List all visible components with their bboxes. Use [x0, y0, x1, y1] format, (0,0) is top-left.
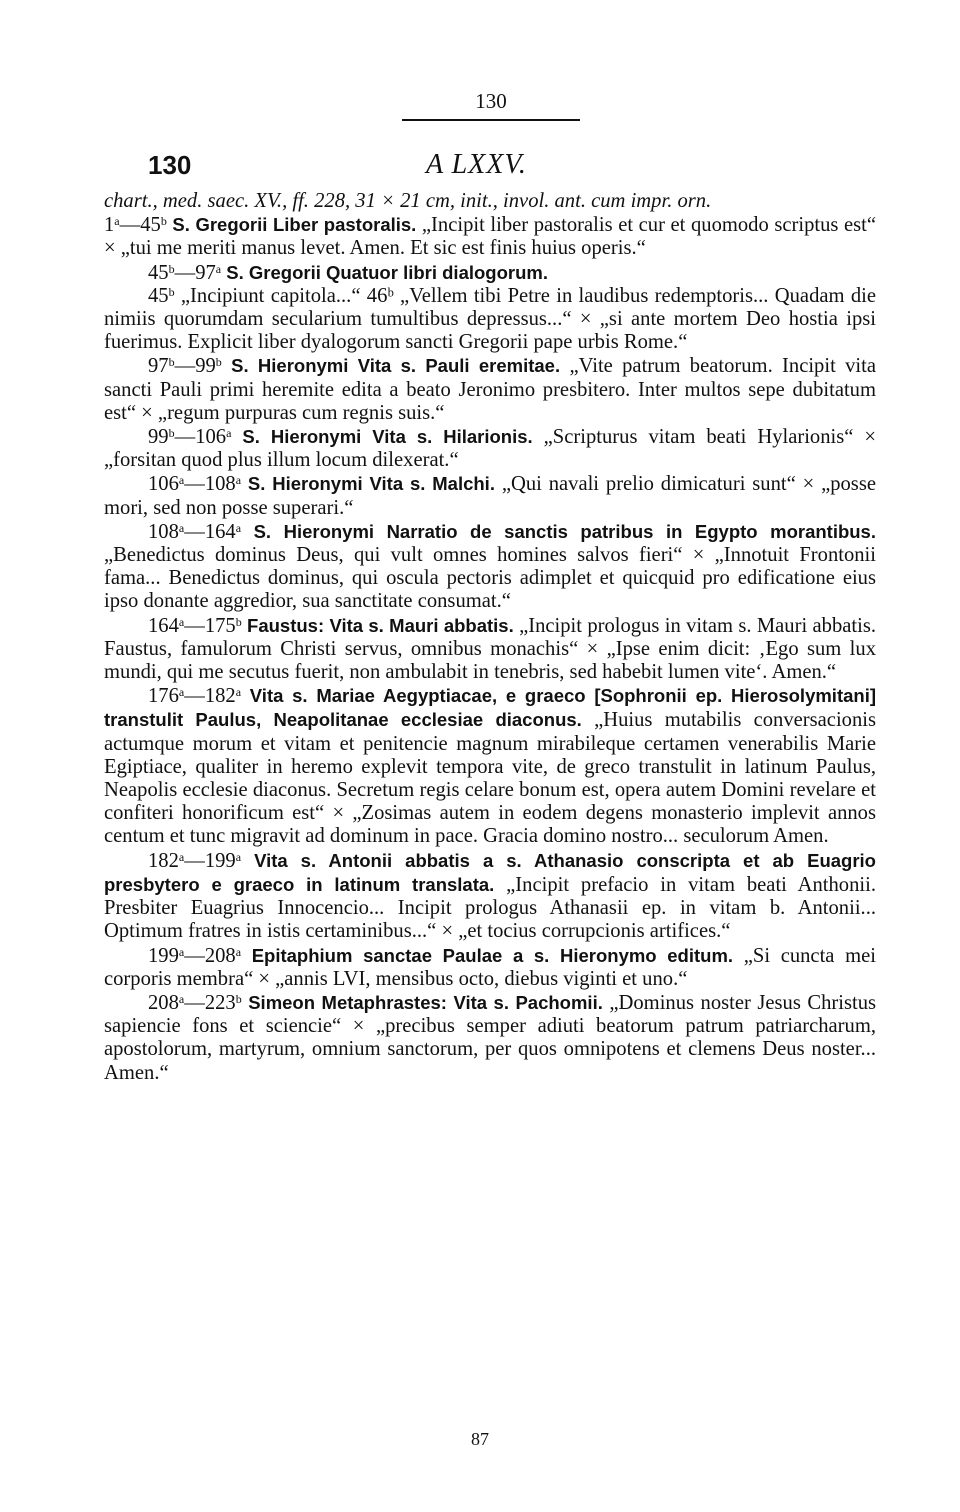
- folio-range: 45$^b$: [148, 284, 175, 307]
- incipit-explicit: „Scripturus vitam beati Hylarionis“ × „forsitan quod plus illum locum dilexerat.“: [104, 426, 876, 472]
- running-page-number: 130: [475, 89, 507, 113]
- content-entry: [104, 614, 876, 685]
- catalog-number: 130: [148, 150, 192, 180]
- incipit-explicit: „Incipit prologus in vitam s. Mauri abbatis. Faustus, famulorum Christi servus, omnibus monachis“ × „Ipse enim dicit: ‚Ego sum lux mundi, qui me secutus fuerit, non ambulabit in tenebris, sed habebit lumen vite‘. Amen.“: [104, 614, 876, 684]
- work-title: S. Gregorii Liber pastoralis.: [172, 214, 417, 236]
- incipit-explicit: „Incipit prefacio in vitam beati Anthonii. Presbiter Euagrius Innocencio... Incipit prologus Athanasii ep. in vitam b. Antonii... Optimum fratres in istis certaminibus...“ × „et tocius corrupcionis artifices.“: [104, 873, 876, 943]
- work-title: S. Hieronymi Narratio de sanctis patribus in Egypto morantibus.: [253, 520, 876, 542]
- folio-range: 45$^b$—97$^a$: [148, 261, 222, 284]
- folio-range: 99$^b$—106$^a$: [148, 426, 232, 449]
- content-entry: [104, 425, 876, 472]
- content-entry: [104, 684, 876, 848]
- work-title: Simeon Metaphrastes: Vita s. Pachomii.: [248, 991, 603, 1013]
- work-title: Vita s. Mariae Aegyptiacae, e graeco [Sophronii ep. Hierosolymitani] transtulit Paulus, Neapolitanae ecclesiae diaconus.: [104, 685, 876, 731]
- content-entry: [104, 213, 876, 260]
- folio-range: 199$^a$—208$^a$: [148, 944, 242, 967]
- content-entry: [104, 472, 876, 519]
- footer-page-number: 87: [471, 1429, 489, 1449]
- incipit-explicit: „Dominus noster Jesus Christus sapiencie fons et sciencie“ × „precibus semper adiuti beatorum patrum patriarcharum, apostolorum, martyrum, omnium sanctorum, per quos omnipotens et clemens Deus noster... Amen.“: [104, 991, 877, 1084]
- folio-range: 164$^a$—175$^b$: [148, 614, 242, 637]
- folio-range: 1$^a$—45$^b$: [104, 214, 167, 237]
- folio-range: 176$^a$—182$^a$: [148, 685, 242, 708]
- manuscript-description: chart., med. saec. XV., ff. 228, 31 × 21 cm, init., invol. ant. cum impr. orn.: [104, 190, 712, 212]
- incipit-explicit: „Si cuncta mei corporis membra“ × „annis LVI, mensibus octo, diebus viginti et uno.“: [104, 944, 876, 990]
- header-rule: [402, 119, 580, 121]
- content-entry: [104, 261, 876, 285]
- content-entry: [104, 991, 876, 1085]
- work-title: S. Hieronymi Vita s. Malchi.: [247, 473, 495, 495]
- work-title: S. Hieronymi Vita s. Hilarionis.: [242, 426, 533, 448]
- content-entry: [104, 849, 876, 944]
- work-title: S. Hieronymi Vita s. Pauli eremitae.: [231, 355, 561, 377]
- content-entry: [104, 354, 876, 425]
- incipit-explicit: „Vite patrum beatorum. Incipit vita sancti Pauli primi heremite edita a beato Jeronimo presbitero. Inter multos sepe dubitatum est“ × „regum purpuras cum regnis suis.“: [104, 355, 876, 424]
- folio-range: 97$^b$—99$^b$: [148, 355, 222, 378]
- contents-list: [104, 213, 876, 1085]
- folio-range: 182$^a$—199$^a$: [148, 849, 242, 872]
- content-entry: [104, 520, 876, 614]
- content-entry: [104, 944, 876, 991]
- record-body: [104, 190, 876, 1085]
- folio-range: 106$^a$—108$^a$: [148, 473, 242, 496]
- shelfmark: A LXXV.: [426, 149, 527, 180]
- incipit-explicit: „Incipiunt capitola...“ 46ᵇ „Vellem tibi Petre in laudibus redemptoris... Quadam die nimiis quorumdam secularium tumultibus depressus...“ × „si ante mortem Deo hostia ipsi fuerimus. Explicit liber dyalogorum sancti Gregorii pape urbis Rome.“: [104, 284, 876, 354]
- work-title: Epitaphium sanctae Paulae a s. Hieronymo editum.: [251, 944, 734, 966]
- work-title: Vita s. Antonii abbatis a s. Athanasio conscripta et ab Euagrio presbytero e graeco in latinum translata.: [104, 849, 876, 895]
- work-title: Faustus: Vita s. Mauri abbatis.: [247, 614, 514, 636]
- incipit-explicit: „Qui navali prelio dimicaturi sunt“ × „posse mori, sed non posse superari.“: [104, 473, 876, 519]
- folio-range: 208$^a$—223$^b$: [148, 991, 242, 1014]
- incipit-explicit: „Incipit liber pastoralis et cur et quomodo scriptus est“ × „tui me meriti manus levet. Amen. Et sic est finis huius operis.“: [104, 214, 877, 260]
- work-title: S. Gregorii Quatuor libri dialogorum.: [226, 261, 548, 283]
- content-entry: [104, 285, 876, 355]
- incipit-explicit: „Benedictus dominus Deus, qui vult omnes homines salvos fieri“ × „Innotuit Frontonii fama... Benedictus dominus, qui oscula pectoris adimplet et quicquid pro edificatione eius ipso donante aggredior, sua sanctitate consumat.“: [104, 544, 876, 613]
- record-heading: [0, 150, 960, 186]
- folio-range: 108$^a$—164$^a$: [148, 520, 242, 543]
- incipit-explicit: „Huius mutabilis conversacionis actumque morum et vitam et penitencie magnum mirabileque certamen venerabilis Marie Egiptiace, qualiter in heremo explevit tempora vite, de greco transtulit in latinum Paulus, Neapolis ecclesie diaconus. Secretum regis celare bonum est, opera autem Domini revelare et confiteri honorificum est“ × „Zosimas autem in eodem degens monasterio implevit annos centum et tunc migravit ad dominum in pace. Gracia domino nostro... seculorum Amen.: [104, 709, 876, 848]
